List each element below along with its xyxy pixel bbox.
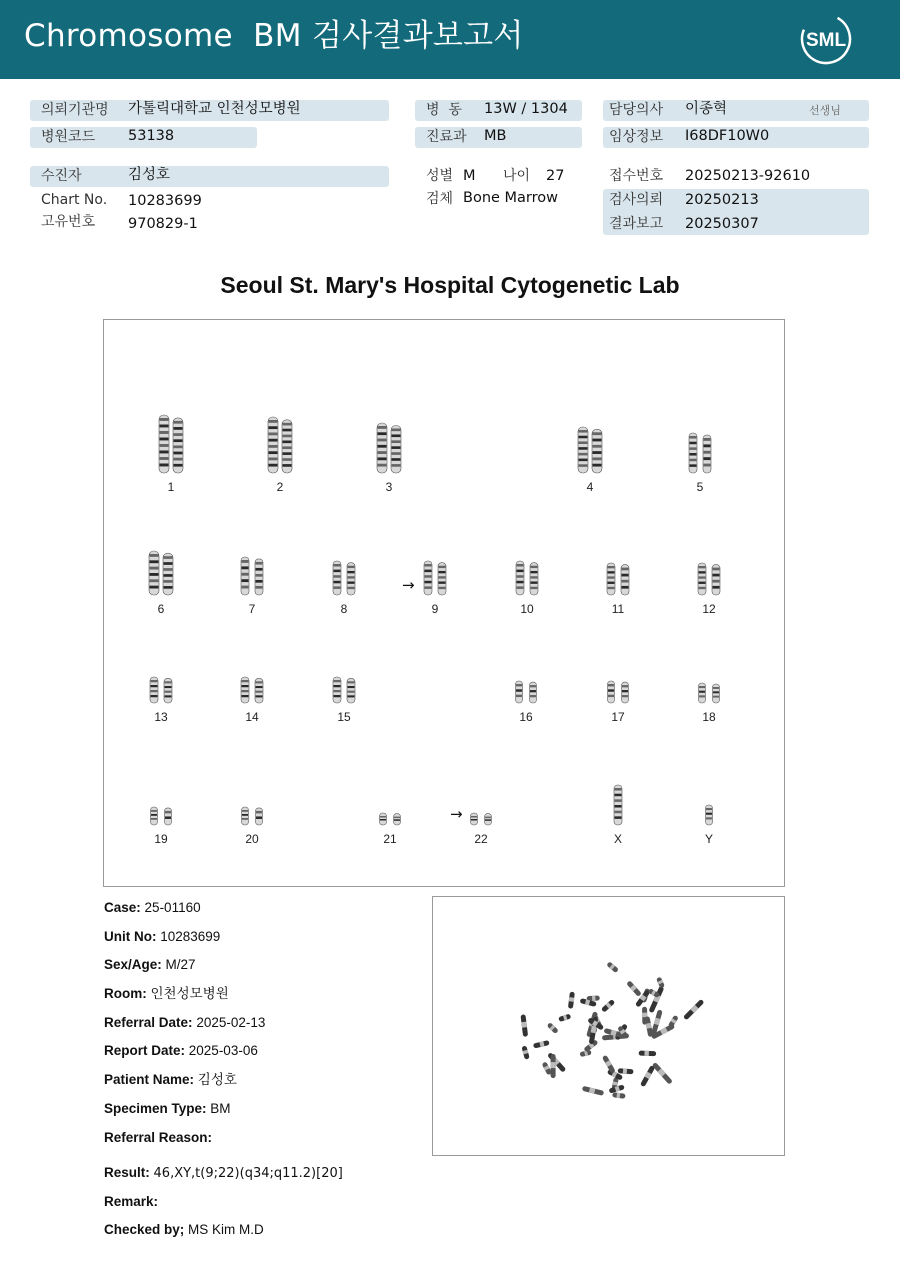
chromosome-6-a [149, 551, 159, 595]
metaphase-chromosome [521, 1045, 529, 1059]
doctor-label: 담당의사 [609, 102, 664, 118]
clinical-label: 임상정보 [609, 129, 664, 145]
metaphase-chromosome [606, 961, 619, 973]
report-header [0, 0, 900, 79]
chromosome-15-b [347, 678, 355, 703]
chromosome-5-b [703, 435, 711, 473]
karyotype-label-7: 7 [248, 602, 256, 616]
karyotype-chromosomes [104, 320, 784, 886]
chromosome-14-a [241, 677, 249, 703]
chromosome-12-b [712, 565, 720, 595]
chromosome-15-a [333, 677, 341, 703]
karyotype-label-19: 19 [154, 832, 168, 846]
karyotype-label-13: 13 [154, 710, 168, 724]
specimen-label: 검체 [426, 191, 454, 207]
age-value: 27 [546, 168, 565, 184]
ward-label: 병 동 [426, 102, 462, 118]
karyotype-label-1: 1 [167, 480, 175, 494]
metaphase-chromosome [558, 1014, 571, 1023]
dept-value: MB [484, 128, 507, 144]
ward-value: 13W / 1304 [484, 101, 568, 117]
result-line: Result: 46,XY,t(9;22)(q34;q11.2)[20] [104, 1165, 343, 1181]
room-line: Room: 인천성모병원 [104, 986, 229, 1001]
patient-name-line: Patient Name: 김성호 [104, 1072, 237, 1087]
metaphase-chromosome [639, 1051, 657, 1057]
report-title: Chromosome BM 검사결과보고서 [24, 18, 524, 54]
metaphase-chromosome [582, 1086, 604, 1096]
karyotype-label-10: 10 [520, 602, 534, 616]
chromosome-21-b [394, 814, 401, 825]
karyotype-label-8: 8 [340, 602, 348, 616]
doctor-suffix: 선생님 [809, 104, 841, 117]
doctor-value: 이종혁 [685, 101, 728, 117]
chromosome-9-b [438, 563, 446, 595]
karyotype-label-18: 18 [702, 710, 716, 724]
receipt-label: 접수번호 [609, 168, 664, 184]
patient-label: 수진자 [41, 168, 82, 184]
sex-label: 성별 [426, 168, 454, 184]
metaphase-chromosome [520, 1014, 528, 1037]
referral-date-line: Referral Date: 2025-02-13 [104, 1015, 266, 1030]
referral-reason-line: Referral Reason: [104, 1130, 213, 1145]
hospital-code-label: 병원코드 [41, 129, 96, 145]
karyotype-label-11: 11 [611, 602, 625, 616]
karyotype-label-17: 17 [611, 710, 625, 724]
dept-label: 진료과 [426, 129, 467, 145]
karyotype-label-X: X [613, 832, 623, 846]
chromosome-12-a [698, 563, 706, 595]
metaphase-chromosome [652, 1062, 673, 1085]
chromosome-18-b [713, 684, 720, 703]
chromosome-22-b [485, 814, 492, 825]
karyotype-label-4: 4 [586, 480, 594, 494]
metaphase-chromosome [656, 977, 665, 989]
karyotype-label-21: 21 [383, 832, 397, 846]
request-label: 검사의뢰 [609, 192, 664, 208]
age-label: 나이 [503, 168, 531, 184]
specimen-value: Bone Marrow [463, 190, 559, 206]
arrow-chr9-icon: → [402, 576, 415, 594]
chromosome-4-a [578, 427, 588, 473]
sex-value: M [463, 168, 476, 184]
unique-value: 970829-1 [128, 216, 198, 232]
sexage-line: Sex/Age: M/27 [104, 957, 196, 972]
case-line: Case: 25-01160 [104, 900, 201, 915]
chromosome-17-a [608, 681, 615, 703]
metaphase-image [432, 896, 785, 1156]
chromosome-16-a [516, 681, 523, 703]
karyotype-label-3: 3 [385, 480, 393, 494]
chromosome-11-b [621, 565, 629, 595]
chromosome-14-b [255, 678, 263, 703]
metaphase-chromosome [601, 999, 615, 1013]
hospital-code-value: 53138 [128, 128, 175, 144]
chromosome-2-b [282, 420, 292, 473]
sml-logo [798, 12, 854, 66]
report-label: 결과보고 [609, 216, 664, 232]
metaphase-chromosome [568, 992, 575, 1009]
chromosome-3-b [391, 426, 401, 474]
specimen-type-line: Specimen Type: BM [104, 1101, 231, 1116]
chromosome-17-b [622, 682, 629, 703]
metaphase-chromosome [618, 1068, 634, 1074]
chromosome-6-b [163, 553, 173, 595]
chromosome-5-a [689, 433, 697, 473]
chromosome-11-a [607, 563, 615, 595]
svg-text:SML: SML [805, 30, 847, 51]
chromosome-21-a [380, 813, 387, 825]
chromosome-20-b [256, 808, 263, 825]
chromosome-13-b [164, 678, 172, 703]
karyotype-label-16: 16 [519, 710, 533, 724]
chart-label: Chart No. [41, 192, 108, 208]
chromosome-2-a [268, 417, 278, 473]
remark-line: Remark: [104, 1194, 159, 1209]
chromosome-y [706, 805, 713, 825]
unique-label: 고유번호 [41, 214, 96, 230]
chromosome-20-a [242, 807, 249, 825]
chromosome-7-b [255, 559, 263, 595]
institution-value: 가톨릭대학교 인천성모병원 [128, 101, 301, 117]
chromosome-8-a [333, 561, 341, 595]
chromosome-19-a [151, 807, 158, 825]
chromosome-3-a [377, 423, 387, 473]
metaphase-chromosome [626, 980, 642, 997]
chromosome-1-a [159, 415, 169, 473]
institution-label: 의뢰기관명 [41, 102, 109, 118]
unit-line: Unit No: 10283699 [104, 929, 221, 944]
receipt-value: 20250213-92610 [685, 168, 811, 184]
arrow-chr22-icon: → [450, 805, 463, 823]
clinical-value: I68DF10W0 [685, 128, 770, 144]
karyotype-label-14: 14 [245, 710, 259, 724]
chromosome-13-a [150, 677, 158, 703]
report-date-line: Report Date: 2025-03-06 [104, 1043, 258, 1058]
karyotype-label-15: 15 [337, 710, 351, 724]
patient-value: 김성호 [128, 167, 171, 183]
chromosome-22-a [471, 813, 478, 825]
karyotype-label-9: 9 [431, 602, 439, 616]
lab-title: Seoul St. Mary's Hospital Cytogenetic Lab [220, 272, 680, 298]
chromosome-9-a [424, 561, 432, 595]
checked-line: Checked by; MS Kim M.D [104, 1222, 264, 1237]
chromosome-x [614, 785, 622, 825]
karyotype-label-12: 12 [702, 602, 716, 616]
chromosome-19-b [165, 808, 172, 825]
metaphase-chromosome [551, 1054, 556, 1078]
karyotype-label-22: 22 [474, 832, 488, 846]
karyotype-panel [103, 319, 785, 887]
karyotype-label-6: 6 [157, 602, 165, 616]
chromosome-8-b [347, 563, 355, 595]
metaphase-chromosome [640, 1065, 655, 1087]
chromosome-7-a [241, 557, 249, 595]
metaphase-chromosome [683, 999, 705, 1021]
metaphase-chromosome [547, 1022, 559, 1034]
chromosome-4-b [592, 429, 602, 473]
metaphase-chromosome [644, 1016, 653, 1037]
chromosome-1-b [173, 418, 183, 473]
chromosome-10-a [516, 561, 524, 595]
chart-value: 10283699 [128, 193, 202, 209]
metaphase-chromosome [533, 1040, 550, 1048]
chromosome-16-b [530, 682, 537, 703]
report-value: 20250307 [685, 216, 759, 232]
karyotype-label-5: 5 [696, 480, 704, 494]
metaphase-spread [433, 897, 784, 1155]
karyotype-label-Y: Y [704, 832, 714, 846]
karyotype-label-20: 20 [245, 832, 259, 846]
chromosome-18-a [699, 683, 706, 703]
request-value: 20250213 [685, 192, 759, 208]
patient-row-bg [30, 166, 389, 187]
karyotype-label-2: 2 [276, 480, 284, 494]
chromosome-10-b [530, 563, 538, 595]
metaphase-chromosome [612, 1092, 626, 1099]
